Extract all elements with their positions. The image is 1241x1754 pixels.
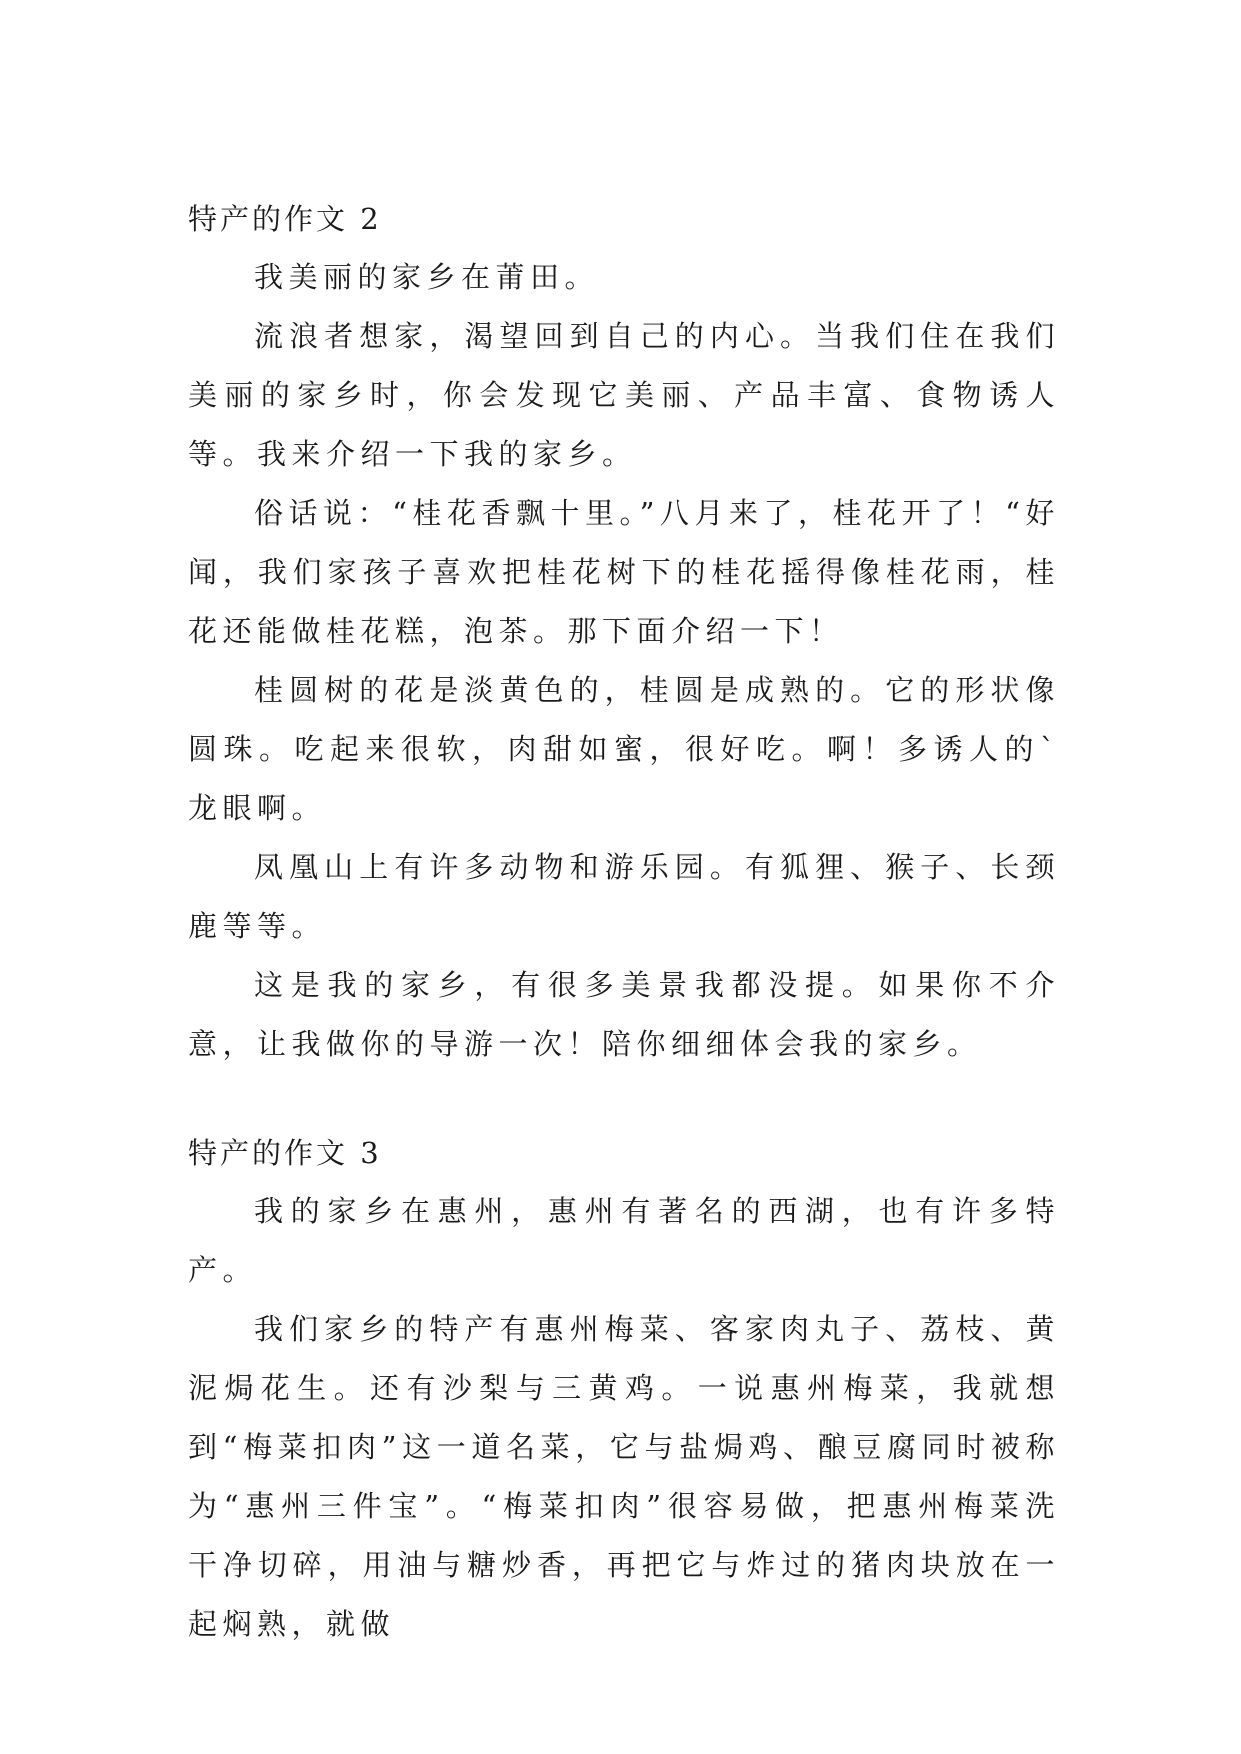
document-page bbox=[188, 190, 1060, 1654]
section-heading: 特产的作文 2 bbox=[188, 202, 382, 236]
paragraph: 这是我的家乡，有很多美景我都没提。如果你不介意，让我做你的导游一次！陪你细细体会我的家乡。 bbox=[188, 968, 1060, 1061]
paragraph: 我美丽的家乡在莆田。 bbox=[254, 260, 600, 294]
paragraph: 我们家乡的特产有惠州梅菜、客家肉丸子、荔枝、黄泥焗花生。还有沙梨与三黄鸡。一说惠州梅菜，我就想到“梅菜扣肉”这一道名菜，它与盐焗鸡、酿豆腐同时被称为“惠州三件宝”。“梅菜扣肉”很容易做，把惠州梅菜洗干净切碎，用油与糖炒香，再把它与炸过的猪肉块放在一起焖熟，就做 bbox=[188, 1312, 1060, 1641]
paragraph: 俗话说：“桂花香飘十里。”八月来了，桂花开了！“好闻，我们家孩子喜欢把桂花树下的桂花摇得像桂花雨，桂花还能做桂花糕，泡茶。那下面介绍一下！ bbox=[188, 496, 1060, 648]
essay-section-2 bbox=[188, 190, 1060, 1074]
essay-section-3 bbox=[188, 1124, 1060, 1654]
paragraph: 凤凰山上有许多动物和游乐园。有狐狸、猴子、长颈鹿等等。 bbox=[188, 850, 1060, 943]
section-spacer bbox=[188, 1074, 1060, 1124]
paragraph: 桂圆树的花是淡黄色的，桂圆是成熟的。它的形状像圆珠。吃起来很软，肉甜如蜜，很好吃。啊！多诱人的`龙眼啊。 bbox=[188, 673, 1060, 825]
paragraph: 流浪者想家，渴望回到自己的内心。当我们住在我们美丽的家乡时，你会发现它美丽、产品丰富、食物诱人等。我来介绍一下我的家乡。 bbox=[188, 319, 1060, 471]
paragraph: 我的家乡在惠州，惠州有著名的西湖，也有许多特产。 bbox=[188, 1194, 1060, 1287]
section-heading: 特产的作文 3 bbox=[188, 1136, 382, 1170]
